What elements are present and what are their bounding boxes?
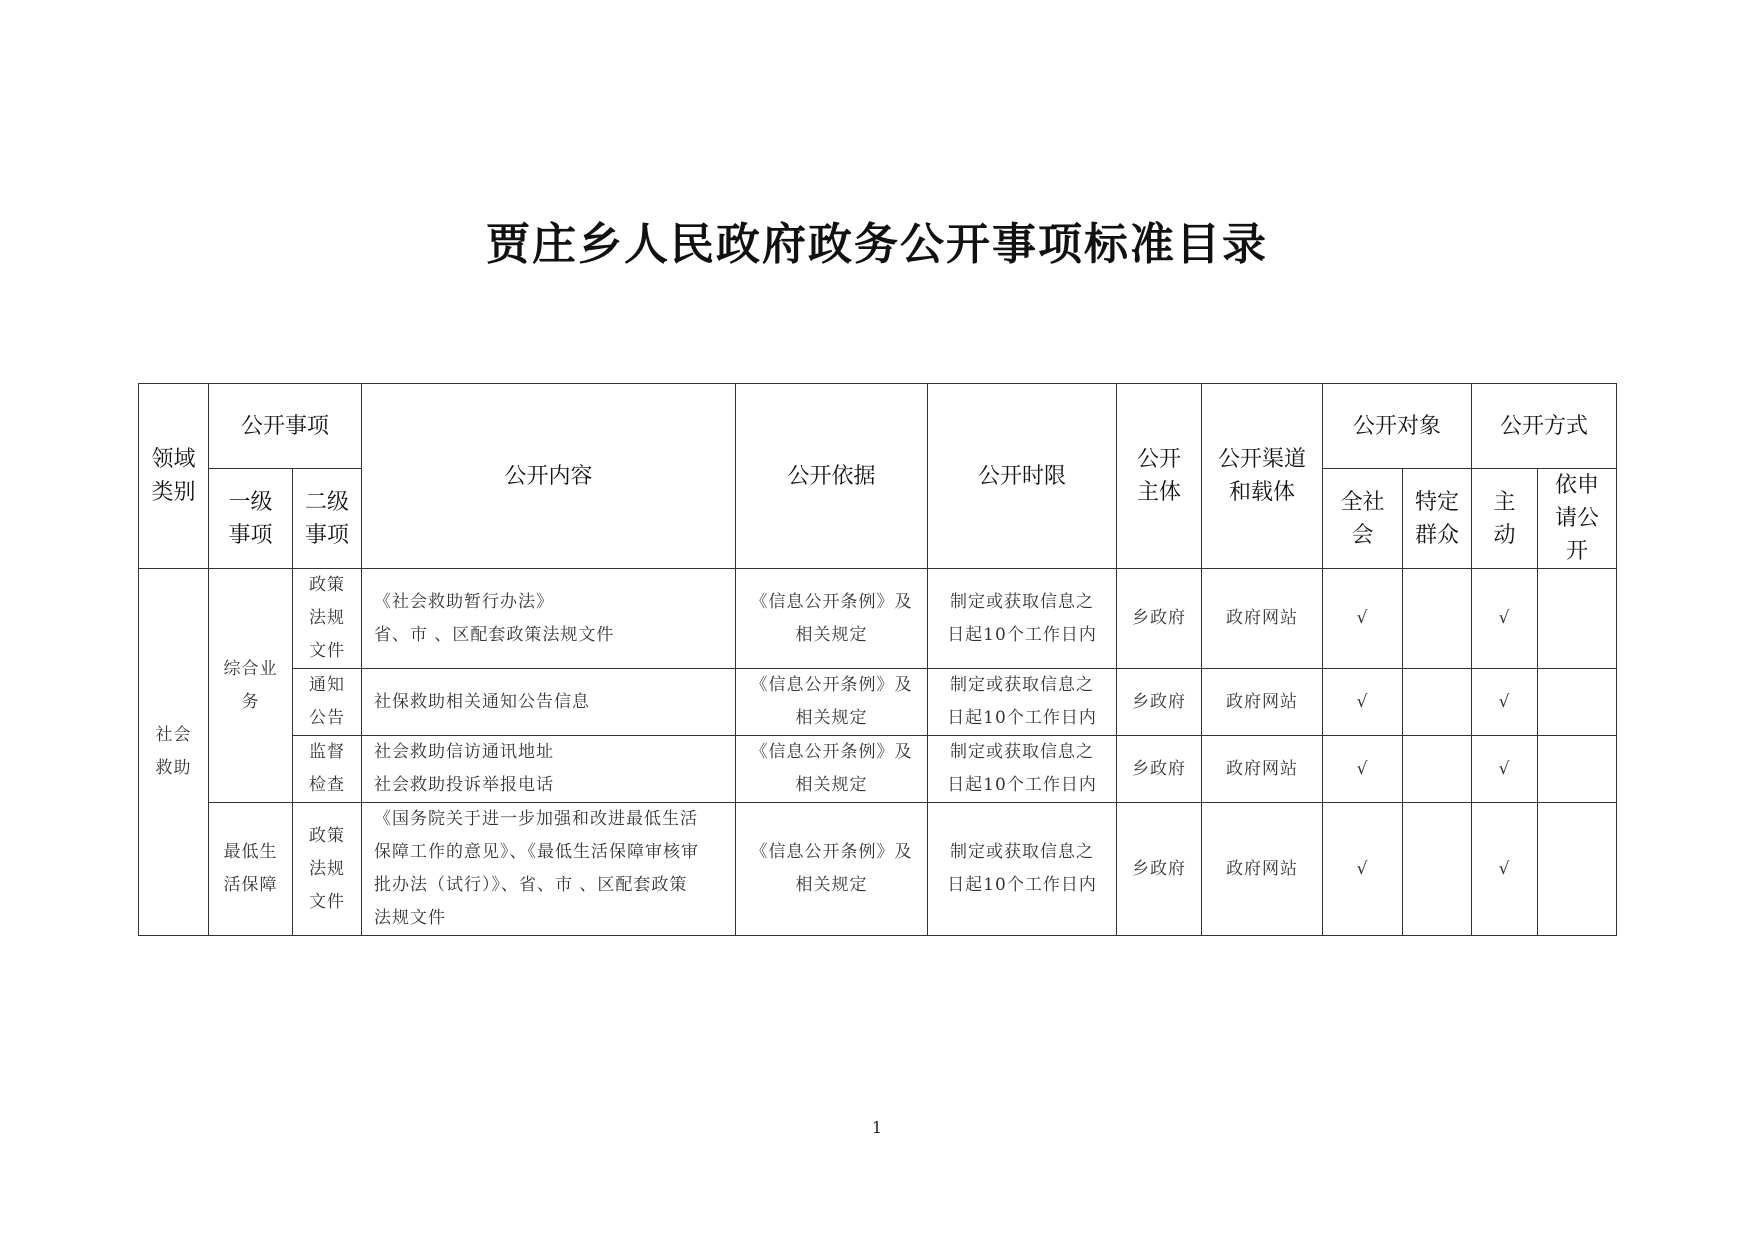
- content-cell: 社保救助相关通知公告信息: [362, 669, 736, 736]
- field-cell: 社会救助: [139, 569, 209, 936]
- specific-group-check: [1403, 669, 1472, 736]
- header-specific-group: 特定群众: [1403, 469, 1472, 569]
- active-check: √: [1472, 803, 1538, 936]
- subject-cell: 乡政府: [1117, 569, 1202, 669]
- header-field-category: 领域类别: [139, 384, 209, 569]
- basis-cell: 《信息公开条例》及 相关规定: [736, 569, 928, 669]
- channel-cell: 政府网站: [1202, 669, 1323, 736]
- time-limit-cell: 制定或获取信息之 日起10个工作日内: [928, 569, 1117, 669]
- level2-cell: 监督检查: [293, 736, 362, 803]
- whole-society-check: √: [1323, 736, 1403, 803]
- header-basis: 公开依据: [736, 384, 928, 569]
- catalog-table: [138, 383, 1617, 936]
- table-row: [139, 669, 1617, 736]
- channel-cell: 政府网站: [1202, 803, 1323, 936]
- header-on-request: 依申请公开: [1538, 469, 1617, 569]
- content-cell: 《社会救助暂行办法》 省、市 、区配套政策法规文件: [362, 569, 736, 669]
- time-limit-cell: 制定或获取信息之 日起10个工作日内: [928, 669, 1117, 736]
- content-cell: 社会救助信访通讯地址 社会救助投诉举报电话: [362, 736, 736, 803]
- specific-group-check: [1403, 803, 1472, 936]
- header-whole-society: 全社会: [1323, 469, 1403, 569]
- header-content: 公开内容: [362, 384, 736, 569]
- basis-cell: 《信息公开条例》及 相关规定: [736, 803, 928, 936]
- page-number: 1: [871, 1118, 883, 1137]
- whole-society-check: √: [1323, 803, 1403, 936]
- subject-cell: 乡政府: [1117, 803, 1202, 936]
- header-level1: 一级事项: [209, 469, 293, 569]
- table-row: [139, 803, 1617, 936]
- on-request-check: [1538, 669, 1617, 736]
- header-audience: 公开对象: [1323, 384, 1472, 469]
- table-row: [139, 569, 1617, 669]
- header-time-limit: 公开时限: [928, 384, 1117, 569]
- channel-cell: 政府网站: [1202, 736, 1323, 803]
- specific-group-check: [1403, 736, 1472, 803]
- active-check: √: [1472, 669, 1538, 736]
- level2-cell: 通知公告: [293, 669, 362, 736]
- level2-cell: 政策法规文件: [293, 803, 362, 936]
- subject-cell: 乡政府: [1117, 736, 1202, 803]
- header-channel: 公开渠道和载体: [1202, 384, 1323, 569]
- level2-cell: 政策法规文件: [293, 569, 362, 669]
- header-level2: 二级事项: [293, 469, 362, 569]
- content-cell: 《国务院关于进一步加强和改进最低生活 保障工作的意见》、《最低生活保障审核审 批办法（试行）》、省、市 、区配套政策 法规文件: [362, 803, 736, 936]
- on-request-check: [1538, 803, 1617, 936]
- channel-cell: 政府网站: [1202, 569, 1323, 669]
- time-limit-cell: 制定或获取信息之 日起10个工作日内: [928, 736, 1117, 803]
- whole-society-check: √: [1323, 569, 1403, 669]
- active-check: √: [1472, 569, 1538, 669]
- on-request-check: [1538, 569, 1617, 669]
- table-row: [139, 736, 1617, 803]
- time-limit-cell: 制定或获取信息之 日起10个工作日内: [928, 803, 1117, 936]
- document-title: 贾庄乡人民政府政务公开事项标准目录: [486, 219, 1268, 270]
- specific-group-check: [1403, 569, 1472, 669]
- basis-cell: 《信息公开条例》及 相关规定: [736, 669, 928, 736]
- basis-cell: 《信息公开条例》及 相关规定: [736, 736, 928, 803]
- whole-society-check: √: [1323, 669, 1403, 736]
- level1-cell: 综合业务: [209, 569, 293, 803]
- level1-cell: 最低生活保障: [209, 803, 293, 936]
- on-request-check: [1538, 736, 1617, 803]
- header-subject: 公开主体: [1117, 384, 1202, 569]
- header-method: 公开方式: [1472, 384, 1617, 469]
- header-active: 主动: [1472, 469, 1538, 569]
- subject-cell: 乡政府: [1117, 669, 1202, 736]
- header-open-items: 公开事项: [209, 384, 362, 469]
- active-check: √: [1472, 736, 1538, 803]
